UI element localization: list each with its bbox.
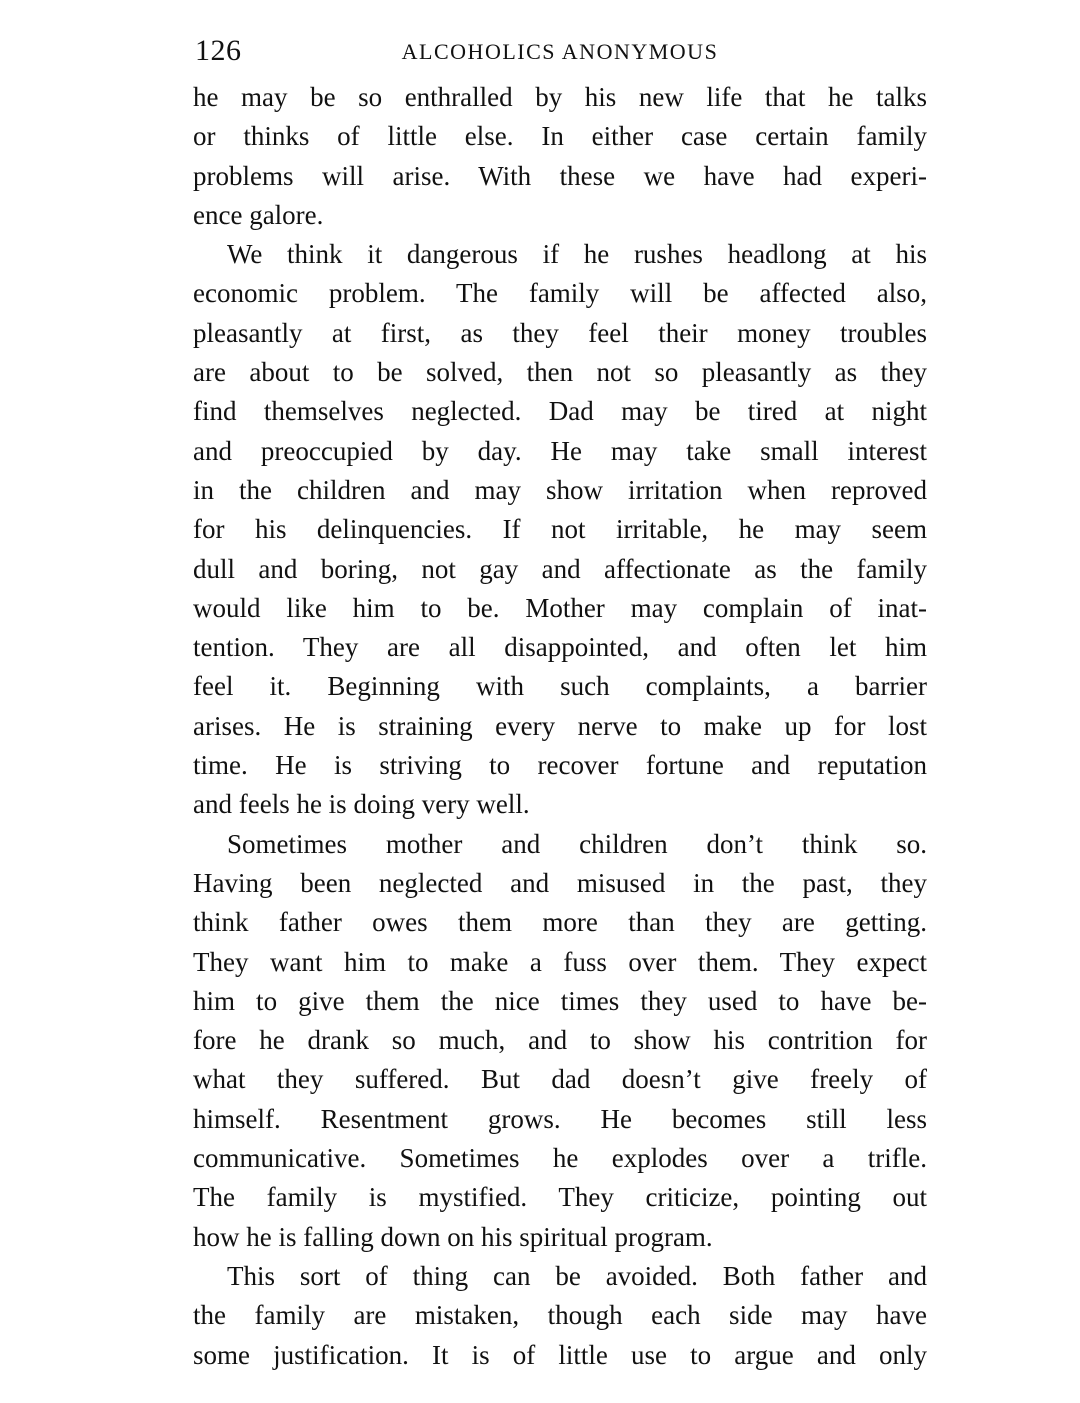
text-line: ence galore. [193, 199, 324, 230]
text-line: The family is mystified. They criticize, pointing out [193, 1182, 927, 1213]
paragraph [193, 1257, 927, 1375]
text-line: problems will arise. With these we have had experi- [193, 160, 927, 191]
text-line: and feels he is doing very well. [193, 789, 530, 820]
text-line: in the children and may show irritation when reproved [193, 474, 927, 505]
text-line: communicative. Sometimes he explodes over a trifle. [193, 1143, 927, 1174]
text-line: We think it dangerous if he rushes headlong at his [227, 239, 927, 270]
paragraph [193, 78, 927, 235]
page-body [193, 78, 927, 1375]
text-line: think father owes them more than they are getting. [193, 907, 927, 938]
text-line: They want him to make a fuss over them. They expect [193, 946, 927, 977]
paragraph [193, 825, 927, 1257]
text-line: find themselves neglected. Dad may be tired at night [193, 396, 927, 427]
text-line: him to give them the nice times they used to have be- [193, 985, 927, 1016]
text-line: fore he drank so much, and to show his contrition for [193, 1025, 927, 1056]
text-line: the family are mistaken, though each side may have [193, 1300, 927, 1331]
text-line: Sometimes mother and children don’t think so. [227, 828, 927, 859]
text-line: are about to be solved, then not so pleasantly as they [193, 357, 927, 388]
text-line: for his delinquencies. If not irritable, he may seem [193, 514, 927, 545]
text-line: feel it. Beginning with such complaints, a barrier [193, 671, 927, 702]
text-column [193, 34, 927, 1375]
text-line: economic problem. The family will be affected also, [193, 278, 927, 309]
paragraph [193, 235, 927, 824]
text-line: dull and boring, not gay and affectionate as the family [193, 553, 927, 584]
text-line: This sort of thing can be avoided. Both father and [227, 1260, 927, 1291]
text-line: Having been neglected and misused in the past, they [193, 867, 927, 898]
text-line: tention. They are all disappointed, and often let him [193, 632, 927, 663]
text-line: he may be so enthralled by his new life that he talks [193, 82, 927, 112]
text-line: would like him to be. Mother may complain of inat- [193, 592, 927, 623]
text-line: himself. Resentment grows. He becomes still less [193, 1103, 927, 1134]
text-line: what they suffered. But dad doesn’t give freely of [193, 1064, 927, 1095]
text-line: or thinks of little else. In either case certain family [193, 121, 927, 152]
text-line: pleasantly at first, as they feel their money troubles [193, 317, 927, 348]
running-head: ALCOHOLICS ANONYMOUS [401, 39, 719, 64]
text-line: and preoccupied by day. He may take small interest [193, 435, 927, 466]
text-line: some justification. It is of little use to argue and only [193, 1339, 927, 1370]
text-line: time. He is striving to recover fortune and reputation [193, 750, 927, 781]
page-number: 126 [195, 34, 242, 67]
text-line: how he is falling down on his spiritual program. [193, 1221, 713, 1252]
page-header [193, 34, 927, 68]
text-line: arises. He is straining every nerve to make up for lost [193, 710, 927, 741]
